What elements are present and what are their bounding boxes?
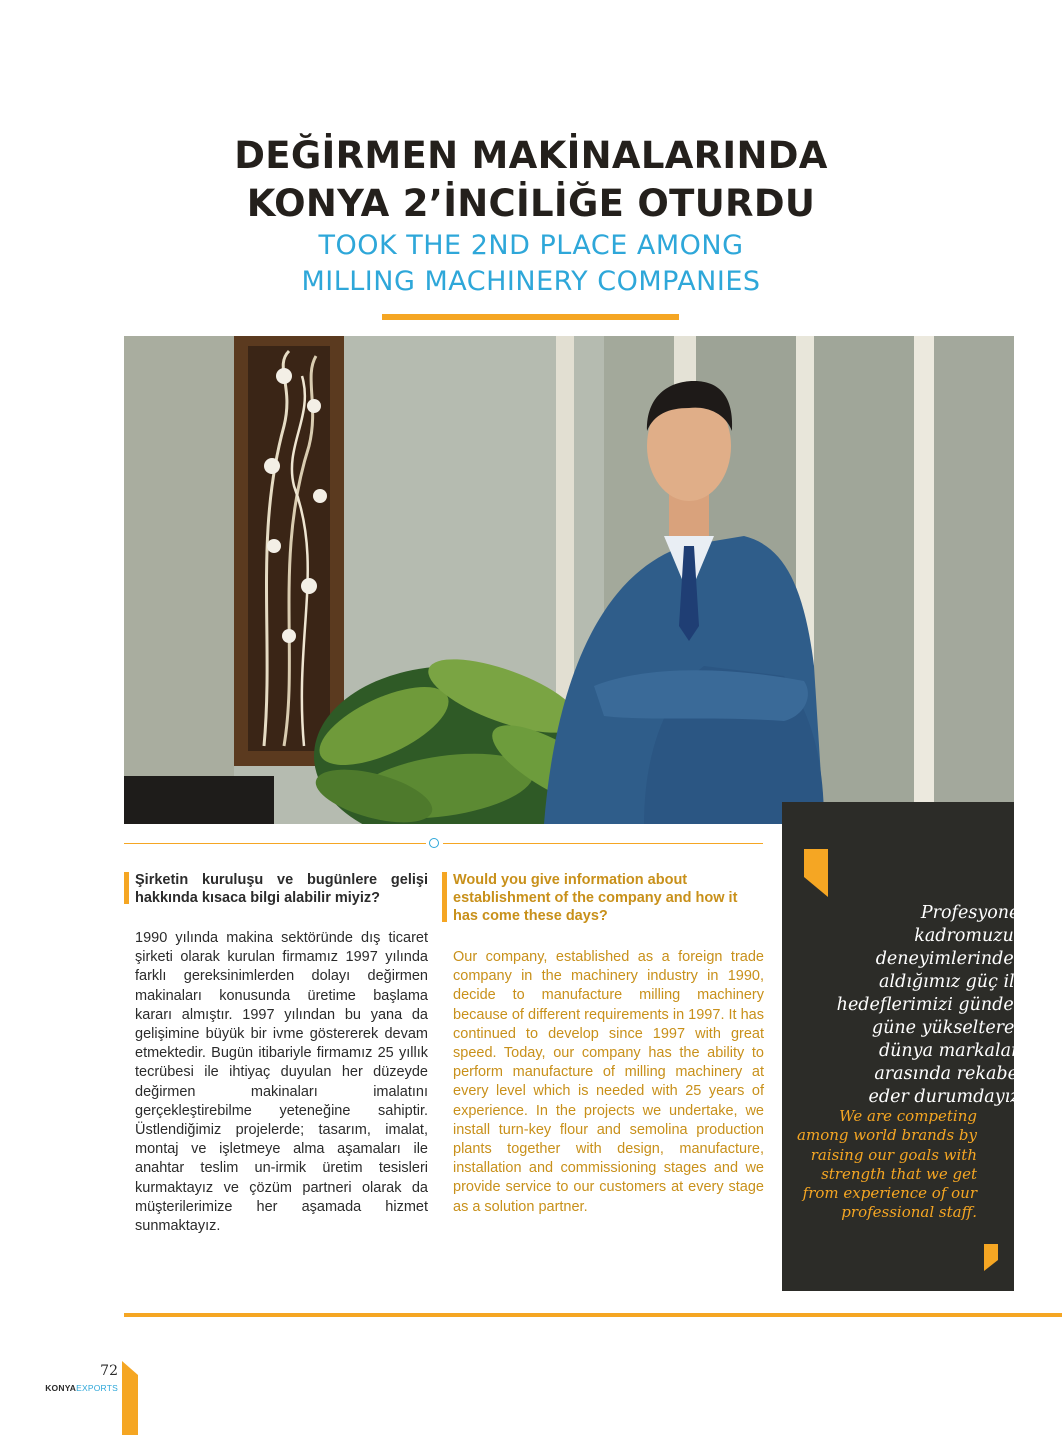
pull-quote-english: We are competing among world brands by raising our goals with strength that we get from experience of our professional staff. (797, 1107, 977, 1222)
headline-english-line2: MILLING MACHINERY COMPANIES (301, 266, 761, 297)
quote-open-icon (804, 849, 828, 897)
headline-turkish-line2: KONYA 2’İNCİLİĞE OTURDU (246, 182, 816, 225)
corner-tab-icon (122, 1361, 138, 1435)
headline-english (0, 228, 1062, 300)
headline-turkish-line1: DEĞİRMEN MAKİNALARINDA (234, 134, 828, 177)
headline-turkish (0, 132, 1062, 228)
pull-quote-turkish: Profesyonel kadromuzun deneyimlerinden aldığımız güç ile hedeflerimizi günden güne yükselterek dünya markaları arasında rekabet eder durumdayız. (836, 903, 1025, 1107)
answer-english: Our company, established as a foreign trade company in the machinery industry in 1990, decide to manufacture milling machinery because of different requirements in 1997. It has continued to develop since 1997 with great speed. Today, our company has the ability to perform manufacture of milling machinery at every level which is needed with 25 years of experience. In the projects we undertake, we install turn-key flour and semolina production plants together with design, manufacture, installation and commissioning stages and we provide service to our customers at every stage as a solution partner. (453, 949, 764, 1215)
brand-part-exports: EXPORTS (76, 1383, 118, 1393)
portrait-photo (124, 336, 1014, 824)
separator-dot (429, 838, 439, 848)
question-marker-tr (124, 872, 129, 904)
page-number: 72 (100, 1363, 118, 1379)
question-marker-en (442, 872, 447, 922)
question-english: Would you give information about establishment of the company and how it has come these days? (453, 872, 738, 924)
headline-english-line1: TOOK THE 2ND PLACE AMONG (318, 230, 744, 261)
footer-rule (124, 1313, 1062, 1317)
brand-part-konya: KONYA (45, 1383, 77, 1393)
quote-close-icon (984, 1244, 998, 1271)
title-underline (382, 314, 679, 320)
question-turkish: Şirketin kuruluşu ve bugünlere gelişi hakkında kısaca bilgi alabilir miyiz? (135, 872, 428, 906)
separator-line-left (124, 843, 426, 844)
portrait-illustration (124, 336, 1014, 824)
separator-line-right (443, 843, 763, 844)
brand-logo (40, 1383, 118, 1393)
answer-turkish: 1990 yılında makina sektöründe dış ticaret şirketi olarak kurulan firmamız 1997 yılında farklı gereksinimlerden dolayı değirmen makinaları konusunda üretime başlama kararı almıştır. 1997 yılından bu yana da gelişimine büyük bir ivme göstererek devam etmektedir. Bugün itibariyle firmamız 25 yıllık tecrübesi ile ihtiyaç duyulan her düzeyde değirmen makinaları imalatını gerçekleştirebilme yeteneğine sahiptir. Üstlendiğimiz projelerde; tasarım, imalat, montaj ve işletmeye alma aşamaları ile anahtar teslim un-irmik üretim tesisleri kurmaktayız ve çözüm partneri olarak da müşterilerimize her aşamada hizmet sunmaktayız. (135, 930, 428, 1235)
